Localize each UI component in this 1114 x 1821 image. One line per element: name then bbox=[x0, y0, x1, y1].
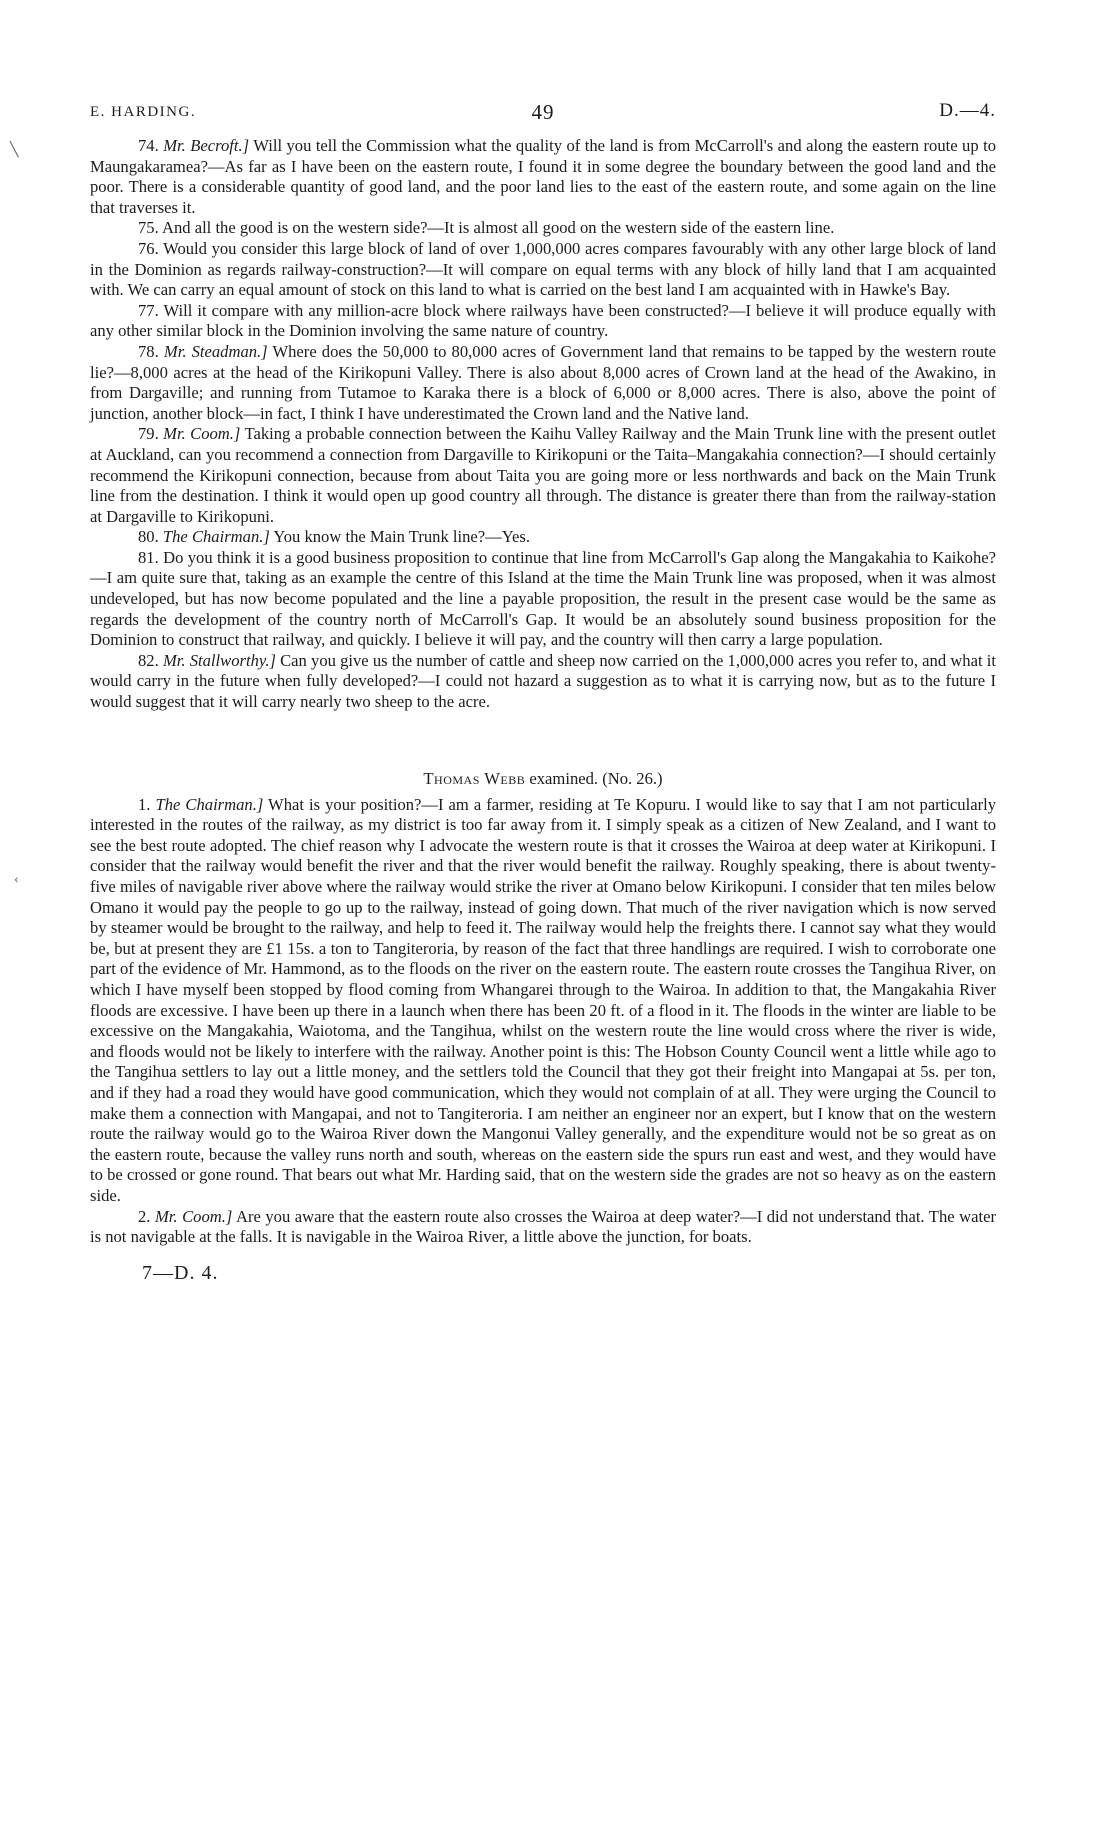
question-number: 81. bbox=[138, 547, 159, 567]
question-text: Will you tell the Commission what the quality of the land is from McCarroll's and along the eastern route up to Maungakaramea?—As far as I have been on the eastern route, I found it in some degree the boundary between the good land and the poor. There is a considerable quantity of good land, and the poor land lies to the east of the eastern route, and some again on the line that traverses it. bbox=[90, 136, 997, 217]
question-text: Taking a probable connection between the Kaihu Valley Railway and the Main Trunk line with the present outlet at Auckland, can you recommend a connection from Dargaville to Kirikopuni or the Taita–Mangakahia connection?—I should certainly recommend the Kirikopuni connection, because from about Taita you are going more or less northwards and back on the Main Trunk line from the destination. I think it would open up good country all through. The distance is greater there than from the railway-station at Dargaville to Kirikopuni. bbox=[90, 424, 996, 526]
question-paragraph bbox=[90, 424, 996, 527]
question-number: 76. bbox=[138, 238, 159, 258]
question-number: 74. bbox=[138, 136, 159, 155]
speaker-name: Mr. Steadman.] bbox=[163, 341, 268, 361]
question-text: What is your position?—I am a farmer, residing at Te Kopuru. I would like to say that I am not particularly interested in the routes of the railway, as my district is too far away from it. I simply speak as a citizen of New Zealand, and I want to see the best route adopted. The chief reason why I advocate the western route is that it crosses the Wairoa at deep water at Kirikopuni. I consider that the railway would benefit the river and that the river would benefit the railway. Roughly speaking, there is about twenty-five miles of navigable river above where the railway would strike the river at Omano below Kirikopuni. I consider that ten miles below Omano it would pay the people to go up to the railway, instead of going down. That much of the river navigation which is now served by steamer would be brought to the railway, and help to feed it. The railway would help the freights there. I cannot say what they would be, but at present they are £1 15s. a ton to Tangiteroria, by reason of the fact that three handlings are required. I wish to corroborate one part of the evidence of Mr. Hammond, as to the floods on the river on the eastern route. The eastern route crosses the Tangihua River, on which I have myself been stopped by flood coming from Whangarei through to the Wairoa. In addition to that, the Mangakahia River floods are excessive. I have been up there in a launch when there has been 20 ft. of a flood in it. The floods in the winter are liable to be excessive on the Mangakahia, Waiotoma, and the Tangihua, whilst on the western route the line would cross where the river is wide, and floods would not be likely to interfere with the railway. Another point is this: The Hobson County Council went a little while ago to the Tangihua settlers to lay out a little money, and the settlers told the Council that they got their freight into Mangapai at 5s. per ton, and if they had a road they would have good communication, which they would not complain of at all. They were urging the Council to make them a connection with Mangapai, and not to Tangiteroria. I am neither an engineer nor an expert, but I know that on the western route the railway would go to the Wairoa River down the Mangonui Valley generally, and the expenditure would not be so great as on the eastern route, because the valley runs north and south, whereas on the eastern side the spurs run east and west, and they would have to be crossed or gone round. That bears out what Mr. Harding said, that on the western side the grades are not so heavy as on the eastern side. bbox=[90, 794, 996, 1205]
running-header bbox=[90, 100, 996, 122]
question-paragraph bbox=[90, 651, 996, 713]
speaker-name: Mr. Coom.] bbox=[163, 424, 241, 444]
question-text: Where does the 50,000 to 80,000 acres of Government land that remains to be tapped by the western route lie?—8,000 acres at the head of the Kirikopuni Valley. There is also about 8,000 acres of Crown land at the head of the Awakino, in from Dargaville; and running from Tutamoe to Karaka there is a block of 6,000 or 8,000 acres. There is also, above the point of junction, another block—in fact, I think I have underestimated the Crown land and the Native land. bbox=[90, 341, 996, 423]
witness-heading-rest: examined. (No. 26.) bbox=[525, 768, 663, 788]
question-text: Are you aware that the eastern route also crosses the Wairoa at deep water?—I did not understand that. The water is not navigable at the falls. It is navigable in the Wairoa River, a little above the junction, for boats. bbox=[90, 1206, 996, 1247]
question-number: 80. bbox=[138, 527, 159, 547]
question-paragraph bbox=[90, 218, 996, 239]
margin-mark-mid: ‹ bbox=[14, 872, 19, 887]
webb-evidence bbox=[90, 795, 996, 1248]
witness-heading bbox=[90, 769, 996, 789]
question-paragraph bbox=[90, 239, 996, 301]
header-witness: E. HARDING. bbox=[90, 104, 197, 120]
question-text: Can you give us the number of cattle and sheep now carried on the 1,000,000 acres you refer to, and what it would carry in the future when fully developed?—I could not hazard a suggestion as to what it is carrying now, but as to the future I would suggest that it will carry nearly two sheep to the acre. bbox=[90, 650, 996, 712]
speaker-name: Mr. Stallworthy.] bbox=[162, 650, 276, 670]
question-text: And all the good is on the western side?—It is almost all good on the western side of the eastern line. bbox=[161, 218, 835, 238]
page-number: 49 bbox=[531, 100, 555, 124]
question-paragraph bbox=[90, 1207, 996, 1248]
question-paragraph bbox=[90, 342, 996, 424]
question-text: Do you think it is a good business proposition to continue that line from McCarroll's Gap along the Mangakahia to Kaikohe?—I am quite sure that, taking as an example the centre of this Island at the time the Main Trunk line was proposed, when it was almost undeveloped, but has now become populated and the line a payable proposition, the result in the present case would be the same as regards the development of the country north of McCarroll's Gap. It would be an absolutely sound business proposition for the Dominion to construct that railway, and quickly. I believe it will pay, and the country will then carry a large population. bbox=[90, 547, 996, 650]
question-text: Will it compare with any million-acre block where railways have been constructed?—I believe it will produce equally with any other similar block in the Dominion involving the same nature of country. bbox=[90, 300, 996, 341]
question-number: 75. bbox=[138, 218, 159, 238]
speaker-name: The Chairman.] bbox=[162, 527, 270, 547]
question-number: 78. bbox=[138, 341, 159, 361]
speaker-name: Mr. Becroft.] bbox=[163, 136, 250, 155]
question-paragraph bbox=[90, 301, 996, 342]
header-paper-ref: D.—4. bbox=[939, 100, 996, 121]
question-number: 79. bbox=[138, 424, 159, 444]
margin-mark-top: ╲ bbox=[10, 143, 19, 158]
question-text: Would you consider this large block of land of over 1,000,000 acres compares favourably with any other large block of land in the Dominion as regards railway-construction?—It will compare on equal terms with any block of hilly land that I am acquainted with. We can carry an equal amount of stock on this land to what is carried on the best land I am acquainted with in Hawke's Bay. bbox=[90, 238, 996, 300]
speaker-name: The Chairman.] bbox=[155, 794, 264, 814]
harding-evidence bbox=[90, 136, 996, 713]
question-number: 1. bbox=[138, 794, 151, 814]
signature-footer: 7—D. 4. bbox=[142, 1261, 219, 1284]
question-paragraph bbox=[90, 548, 996, 651]
question-number: 77. bbox=[138, 300, 159, 320]
question-paragraph bbox=[90, 795, 996, 1207]
question-text: You know the Main Trunk line?—Yes. bbox=[269, 527, 531, 547]
speaker-name: Mr. Coom.] bbox=[154, 1206, 233, 1226]
witness-name: Thomas Webb bbox=[423, 768, 526, 788]
document-page bbox=[90, 100, 996, 1285]
question-number: 2. bbox=[138, 1206, 151, 1226]
question-paragraph bbox=[90, 136, 996, 218]
question-number: 82. bbox=[138, 650, 159, 670]
question-paragraph bbox=[90, 527, 996, 548]
